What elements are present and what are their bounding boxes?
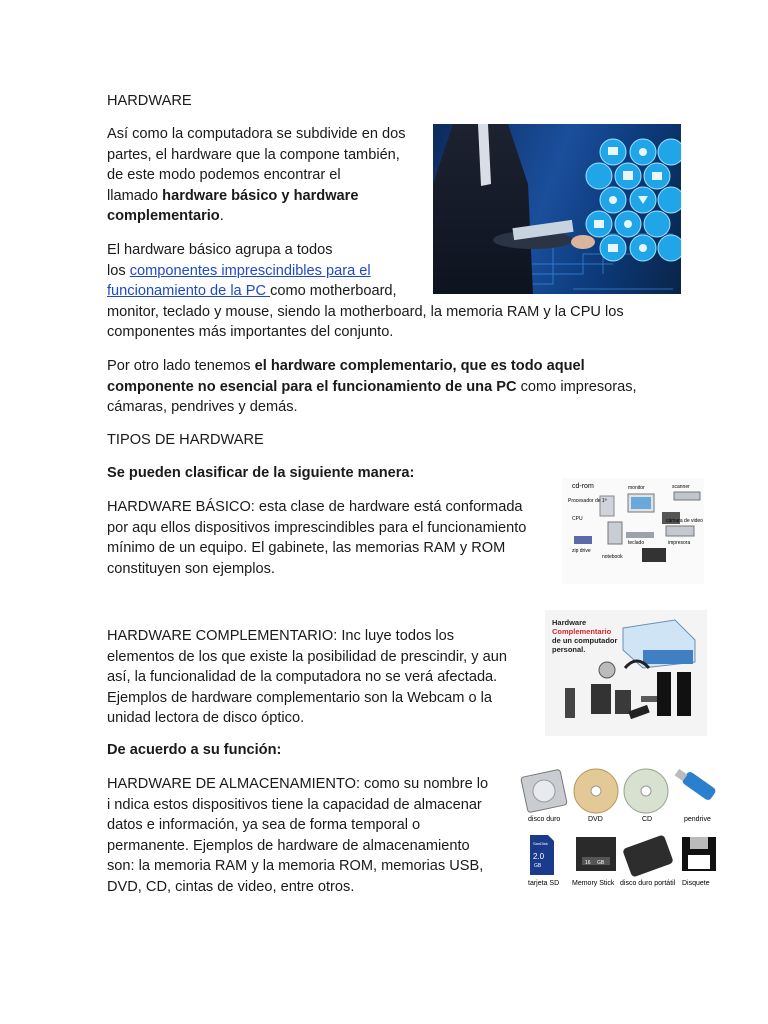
components-link[interactable]: componentes imprescindibles para el <box>129 262 371 279</box>
paragraph-line: HARDWARE COMPLEMENTARIO: Inc luye todos los <box>107 628 455 644</box>
paragraph-text: como impresoras, <box>516 378 637 395</box>
label-scanner: scanner <box>672 484 690 490</box>
page-heading: HARDWARE <box>107 93 192 109</box>
memory-stick-unit: GB <box>597 860 605 866</box>
basic-hardware-diagram <box>562 478 704 584</box>
paragraph-line: i ndica estos dispositivos tiene la capacidad de almacenar <box>107 796 482 813</box>
sd-card-icon <box>530 835 554 875</box>
intro-text: llamado <box>107 187 163 204</box>
storage-devices-image <box>520 765 722 891</box>
paragraph-bold: el hardware complementario, que es todo aquel <box>254 358 585 374</box>
portable-hard-disk-icon <box>622 834 674 877</box>
paragraph-line: componentes más importantes del conjunto. <box>107 324 394 340</box>
hard-disk-icon <box>521 769 568 813</box>
label-hard-disk: disco duro <box>528 816 561 823</box>
types-heading: TIPOS DE HARDWARE <box>107 432 264 448</box>
basic-hardware-section <box>107 497 547 579</box>
complementary-hardware-section <box>107 626 537 729</box>
paragraph-text: como motherboard, <box>270 283 397 299</box>
floppy-disk-icon <box>682 837 716 871</box>
label-floppy: Disquete <box>682 880 710 887</box>
paragraph-line: mínimo de un equipo. El gabinete, las memorias RAM y ROM <box>107 540 506 556</box>
intro-bold: complementario <box>107 208 220 224</box>
sd-card-size: 2.0 <box>533 852 545 861</box>
paragraph-line: unidad lectora de disco óptico. <box>107 710 305 726</box>
paragraph-line: monitor, teclado y mouse, siendo la motherboard, la memoria RAM y la CPU los <box>107 303 624 320</box>
title-line: de un computador <box>552 636 618 645</box>
intro-line: de este modo podemos encontrar el <box>107 167 341 183</box>
intro-bold: hardware básico y hardware <box>162 187 359 204</box>
function-heading: De acuerdo a su función: <box>107 742 282 758</box>
paragraph-bold: componente no esencial para el funcionamiento de una PC <box>107 378 517 395</box>
label-keyboard: teclado <box>628 540 645 546</box>
label-pendrive: pendrive <box>684 816 711 823</box>
title-line: Hardware <box>552 618 587 627</box>
memory-stick-size: 16 <box>585 860 591 866</box>
paragraph-text: Por otro lado tenemos <box>107 358 255 374</box>
paragraph-line: HARDWARE BÁSICO: esta clase de hardware está conformada <box>107 499 523 515</box>
intro-line: Así como la computadora se subdivide en dos <box>107 126 406 142</box>
label-video-camera: cámara de video <box>666 518 703 524</box>
paragraph-line: Ejemplos de hardware complementario son la Webcam o la <box>107 689 493 706</box>
label-memory-stick: Memory Stick <box>572 880 615 887</box>
paragraph-line: permanente. Ejemplos de hardware de almacenamiento <box>107 837 470 854</box>
intro-paragraph <box>107 124 427 227</box>
paragraph-line: elementos de los que existe la posibilidad de prescindir, y aun <box>107 648 507 665</box>
label-processor: Procesador de 1ª <box>568 498 607 504</box>
complementary-devices-illustration <box>545 610 707 736</box>
cd-disc-icon <box>624 769 668 813</box>
basic-hardware-image <box>562 478 704 584</box>
label-monitor: monitor <box>628 485 645 491</box>
title-line-highlight: Complementario <box>552 627 612 636</box>
paragraph-line: por aqu ellos dispositivos imprescindibles para el funcionamiento <box>107 519 527 536</box>
label-portable-disk: disco duro portátil <box>620 880 676 887</box>
label-printer: impresora <box>668 540 691 546</box>
paragraph-line: cámaras, pendrives y demás. <box>107 399 298 415</box>
paragraph-text: los <box>107 262 130 279</box>
intro-text: . <box>219 208 224 224</box>
title-line: personal. <box>552 645 586 654</box>
basic-hardware-paragraph <box>107 240 647 343</box>
storage-hardware-section <box>107 774 517 897</box>
dvd-disc-icon <box>574 769 618 813</box>
complementary-hardware-image <box>545 610 707 736</box>
sd-card-brand: SanDisk <box>533 841 548 846</box>
components-link[interactable]: funcionamiento de la PC <box>107 283 271 299</box>
complementary-paragraph <box>107 356 687 418</box>
label-notebook: notebook <box>602 554 623 560</box>
label-zip-drive: zip drive <box>572 548 591 554</box>
paragraph-line: datos e información, ya sea de forma temporal o <box>107 817 421 833</box>
intro-line: partes, el hardware que la compone también, <box>107 146 400 163</box>
paragraph-line: así, la funcionalidad de la computadora no se verá afectada. <box>107 669 498 685</box>
label-cd: CD <box>642 816 653 823</box>
paragraph-line: son: la memoria RAM y la memoria ROM, memorias USB, <box>107 858 484 874</box>
paragraph-line: DVD, CD, cintas de video, entre otros. <box>107 878 355 895</box>
label-dvd: DVD <box>588 816 603 823</box>
label-cdrom: cd-rom <box>572 483 594 490</box>
memory-stick-icon <box>576 837 616 871</box>
classify-heading: Se pueden clasificar de la siguiente manera: <box>107 465 415 481</box>
label-cpu: CPU <box>572 516 583 522</box>
pendrive-icon <box>675 769 717 802</box>
paragraph-line: El hardware básico agrupa a todos <box>107 242 333 258</box>
storage-devices-illustration <box>520 765 722 891</box>
paragraph-line: constituyen son ejemplos. <box>107 560 275 577</box>
paragraph-line: HARDWARE DE ALMACENAMIENTO: como su nombre lo <box>107 776 489 792</box>
label-sd-card: tarjeta SD <box>528 880 560 887</box>
sd-card-unit: GB <box>534 863 542 869</box>
